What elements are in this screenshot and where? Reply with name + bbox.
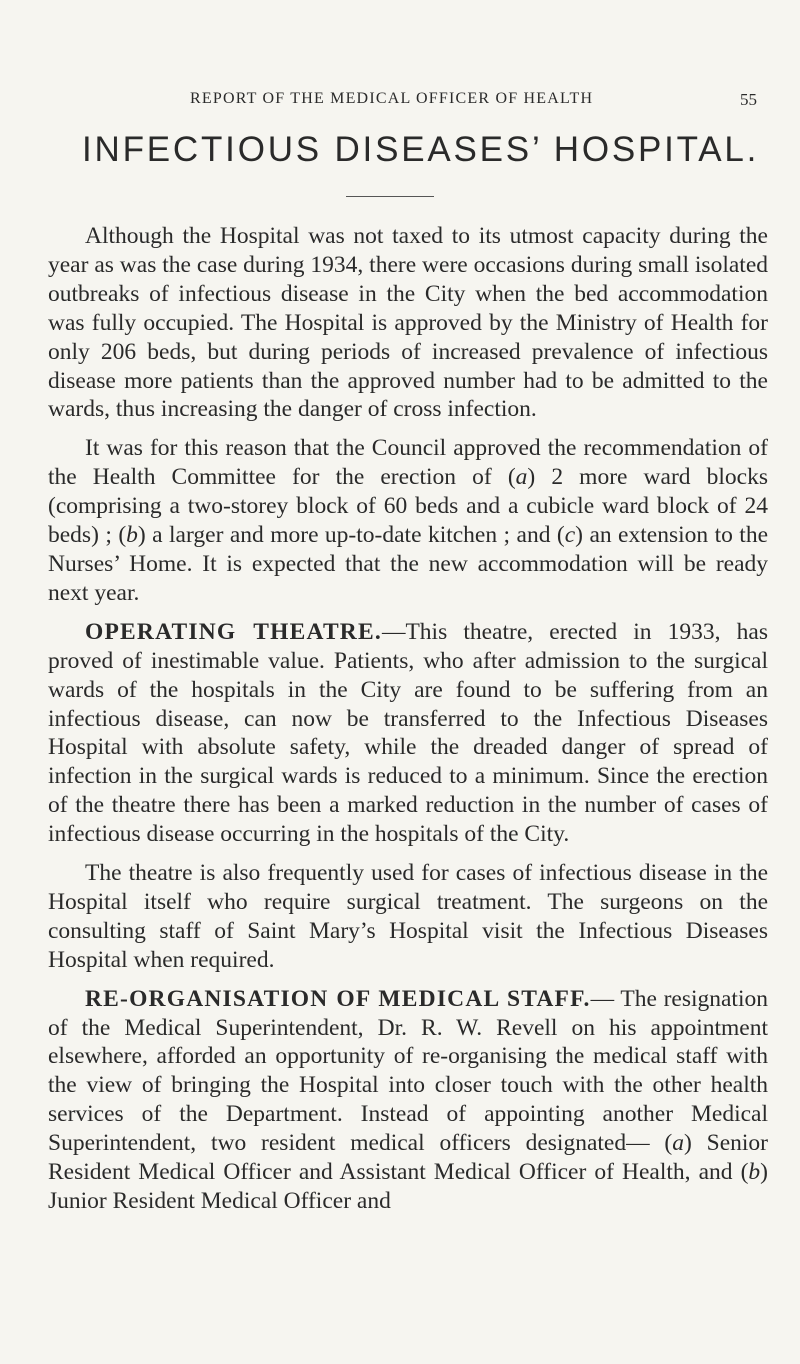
paragraph-extensions: It was for this reason that the Council approved the recommendation of the Health Committee for the erection of (a) 2 more ward blocks (comprising a two-storey block of 60 beds and a cubicle ward block of 24 beds) ; (b) a larger and more up-to-date kitchen ; and (c) an extension to the Nurses’ Home. It is expected that the new accommodation will be ready next year. [48,435,768,606]
page-title: INFECTIOUS DISEASES’ HOSPITAL. [82,130,760,169]
section-heading-reorganisation: RE-ORGANISATION OF MEDICAL STAFF. [85,985,591,1012]
paragraph-text: —This theatre, erected in 1933, has proved of inestimable value. Patients, who after admission to the surgical wards of the hospitals in the City are found to be suffering from an infectious disease, can now be transferred to the Infectious Diseases Hospital with absolute safety, while the dreaded danger of spread of infection in the surgical wards is reduced to a minimum. Since the erection of the theatre there has been a marked reduction in the number of cases of infectious disease occurring in the hospitals of the City. [48,618,768,848]
section-heading-operating-theatre: OPERATING THEATRE. [85,618,382,645]
list-marker: b [748,1159,761,1186]
body-text [48,222,768,1226]
list-marker: a [515,464,528,491]
paragraph-capacity: Although the Hospital was not taxed to its utmost capacity during the year as was the case during 1934, there were occasions during small isolated outbreaks of infectious disease in the City when the bed accommodation was fully occupied. The Hospital is approved by the Ministry of Health for only 206 beds, but during periods of increased prevalence of infectious disease more patients than the approved number had to be admitted to the wards, thus increasing the danger of cross infection. [48,223,768,423]
list-marker: b [126,522,138,549]
paragraph-operating-theatre [48,618,768,849]
page-number: 55 [740,90,757,109]
running-head: REPORT OF THE MEDICAL OFFICER OF HEALTH [190,90,594,107]
paragraph-text: — The resignation of the Medical Superintendent, Dr. R. W. Revell on his appointment elsewhere, afforded an opportunity of re-organising the medical staff with the view of bringing the Hospital into closer touch with the other health services of the Department. Instead of appointing another Medical Superintendent, two resident medical officers designated— [48,985,768,1157]
paragraph-text: It was for this reason that the Council approved the recommendation of the Health Committee for the erection of [48,435,768,491]
title-divider [346,196,434,197]
paragraph-text: a larger and more up-to-date kitchen ; and [145,522,557,549]
paragraph-text: 2 more ward blocks (comprising a two-storey block of 60 beds and a cubicle ward block of 24 beds) ; [48,464,768,549]
paragraph-theatre-use: The theatre is also frequently used for cases of infectious disease in the Hospital itself who require surgical treatment. The surgeons on the consulting staff of Saint Mary’s Hospital visit the Infectious Diseases Hospital when required. [48,860,768,973]
list-marker: c [564,522,576,549]
paragraph-text: an extension to the Nurses’ Home. It is expected that the new accommodation will be ready next year. [48,522,768,606]
paragraph-text: Junior Resident Medical Officer and [48,1188,391,1214]
paragraph-reorganisation: RE-ORGANISATION OF MEDICAL STAFF.— The resignation of the Medical Superintendent, Dr. R. W. Revell on his appointment elsewhere, afforded an opportunity of re-organising the medical staff with the view of bringing the Hospital into closer touch with the other health services of the Department. Instead of appointing another Medical Superintendent, two resident medical officers designated— (a) Senior Resident Medical Officer and Assistant Medical Officer of Health, and (b) Junior Resident Medical Officer and [48,985,769,1214]
paragraph-text: Senior Resident Medical Officer and Assistant Medical Officer of Health, and [48,1130,769,1186]
list-marker: a [672,1130,684,1157]
